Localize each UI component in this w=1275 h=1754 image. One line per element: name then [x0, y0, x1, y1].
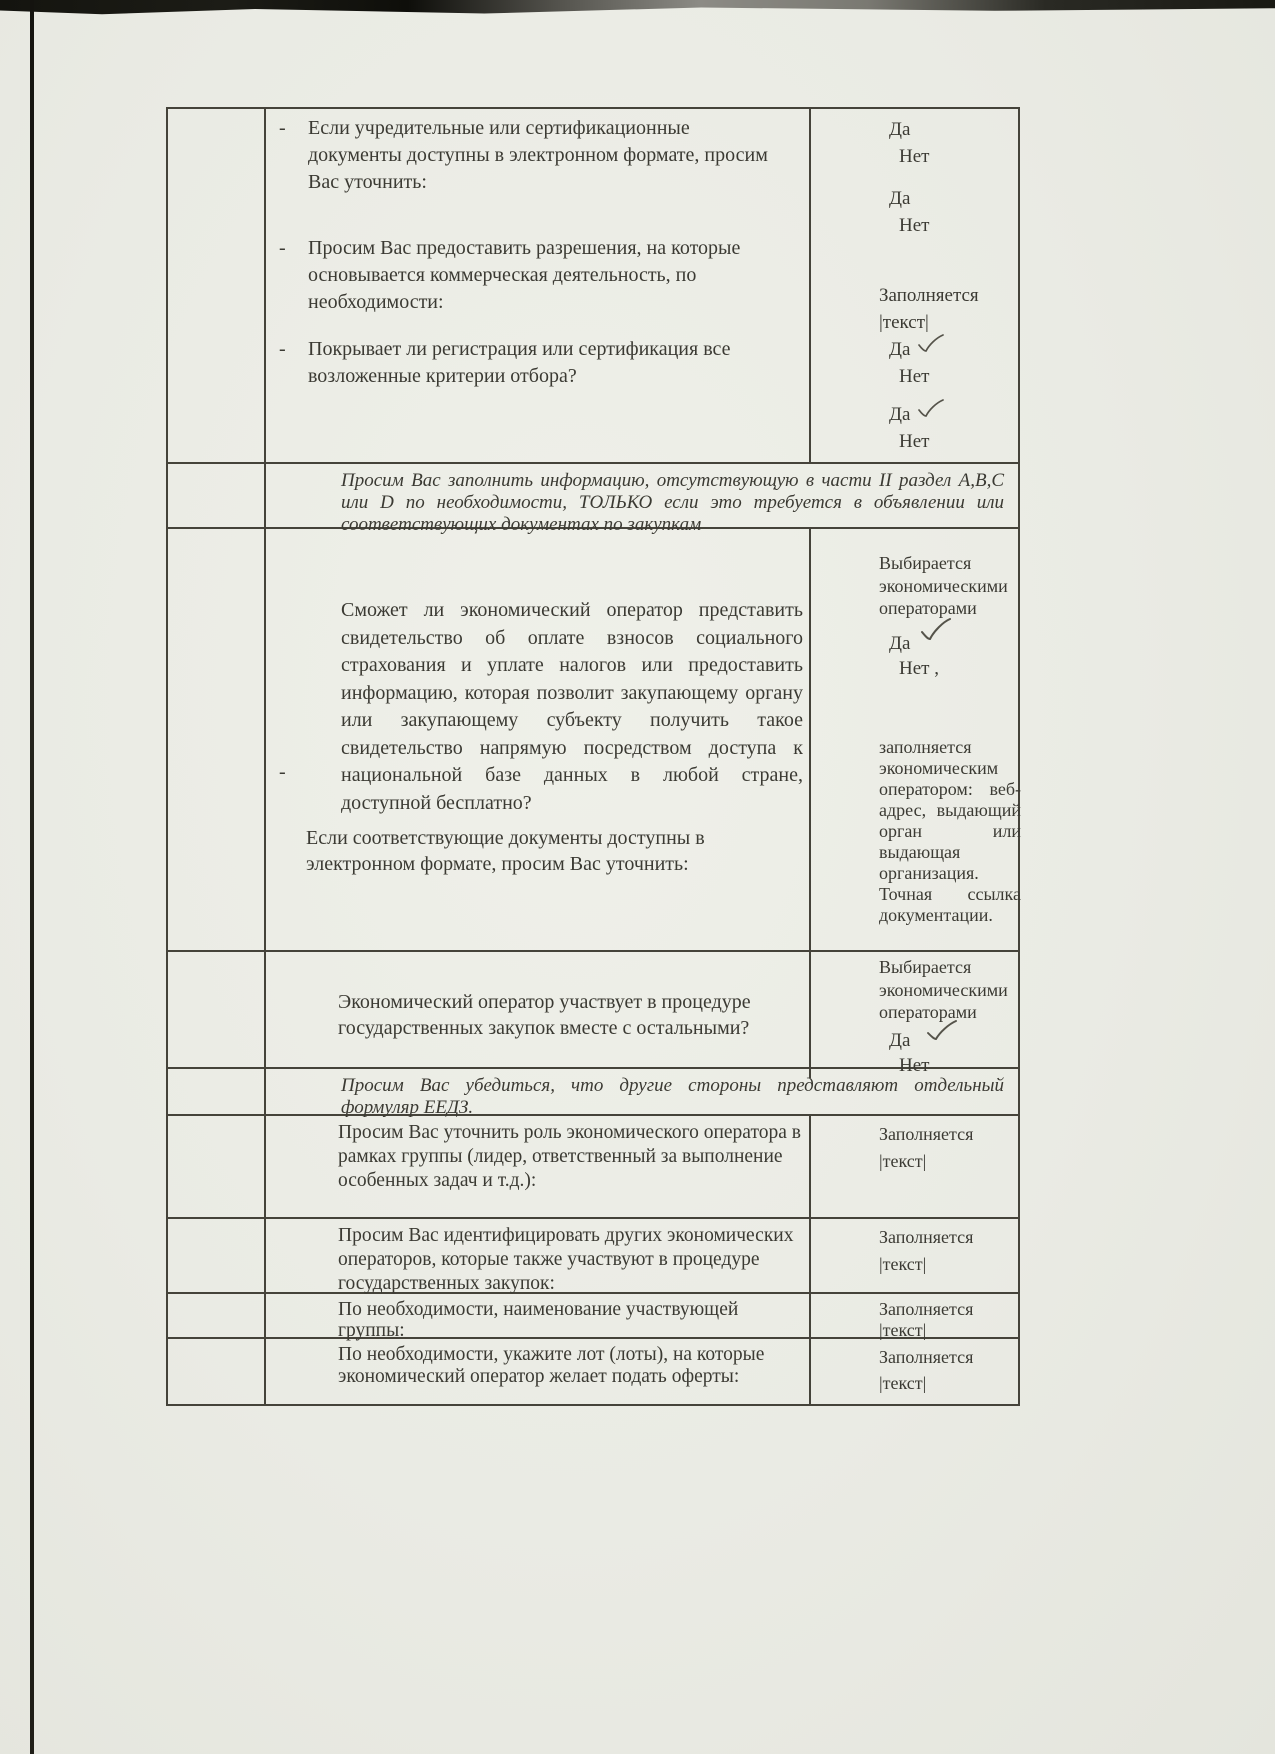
empty-label-cell	[168, 529, 266, 950]
answer-cell	[811, 1294, 1018, 1341]
option-yes-label: Да	[889, 632, 911, 654]
question-text: Если соответствующие документы доступны в электронном формате, просим Вас уточнить:	[306, 827, 705, 875]
option-no: Нет	[899, 431, 930, 452]
question-cell	[266, 952, 811, 1078]
empty-label-cell	[168, 952, 266, 1078]
fill-label: Заполняется	[879, 1347, 974, 1367]
handwritten-check-icon	[917, 399, 945, 419]
empty-label-cell	[168, 1219, 266, 1296]
table-row-tax-evidence	[168, 529, 1021, 952]
bullet-dash: -	[279, 117, 286, 139]
yes-no-options	[879, 631, 1021, 681]
question-text: Если учредительные или сертификационные документы доступны в электронном формате, просим Вас уточнить:	[308, 117, 768, 193]
option-yes-label: Да	[889, 1029, 911, 1051]
empty-label-cell	[168, 1116, 266, 1217]
empty-label-cell	[168, 109, 266, 462]
instruction-note: Просим Вас убедиться, что другие стороны представляют отдельный формуляр ЕЕДЗ.	[341, 1075, 1004, 1118]
option-yes	[879, 401, 910, 428]
question-cell	[266, 529, 811, 950]
answer-cell	[811, 952, 1021, 1078]
empty-label-cell	[168, 1069, 266, 1119]
bullet-dash: -	[279, 761, 286, 783]
fill-in-note: заполняется экономическим оператором: веб-адрес, выдающий орган или выдающая организация. Точная ссылка документации.	[879, 736, 1021, 925]
question-text: Экономический оператор участвует в процедуре государственных закупок вместе с остальными?	[338, 991, 751, 1039]
question-text: Сможет ли экономический оператор представить свидетельство об оплате взносов социального страхования и уплате налогов или предоставить информацию, которая позволит закупающему органу или закупающему субъекту получить такое свидетельство напрямую посредством доступа к национальной базе данных в любой стране, доступной бесплатно?	[341, 599, 803, 814]
selector-note: Выбирается экономическими операторами	[879, 957, 1008, 1022]
instruction-note: Просим Вас заполнить информацию, отсутствующую в части II раздел A,B,C или D по необходимости, ТОЛЬКО если это требуется в объявлении или соответствующих документах по закупкам	[341, 470, 1004, 535]
question-cell	[266, 109, 811, 462]
question-cell	[266, 1339, 811, 1404]
option-yes	[879, 336, 910, 363]
yes-no-options	[879, 336, 1018, 390]
fill-value: |текст|	[879, 1320, 927, 1340]
option-yes-label: Да	[889, 188, 911, 209]
fill-in-note	[879, 282, 1018, 336]
option-no: Нет	[899, 1054, 930, 1076]
option-no: Нет	[899, 146, 930, 167]
handwritten-check-icon	[919, 618, 953, 642]
fill-value: |текст|	[879, 1373, 927, 1393]
option-no: Нет	[899, 215, 930, 236]
option-no: Нет	[899, 366, 930, 387]
fill-label: Заполняется	[879, 1227, 974, 1247]
answer-cell	[811, 529, 1021, 950]
question-cell	[266, 1294, 811, 1341]
table-row-note	[168, 464, 1018, 535]
fill-value: |текст|	[879, 312, 929, 333]
selector-note: Выбирается экономическими операторами	[879, 553, 1008, 618]
handwritten-check-icon	[917, 334, 945, 354]
scan-edge-artifact	[0, 0, 1275, 15]
question-cell	[266, 1219, 811, 1296]
fill-value: |текст|	[879, 1151, 927, 1171]
question-item	[279, 115, 809, 196]
bullet-dash: -	[279, 237, 286, 259]
table-row-lots	[168, 1339, 1018, 1404]
question-item	[279, 235, 809, 316]
option-yes	[879, 116, 910, 143]
answer-cell	[811, 1116, 1018, 1217]
table-row-registration-questions	[168, 109, 1018, 464]
question-text: По необходимости, укажите лот (лоты), на которые экономический оператор желает подать оферты:	[338, 1344, 765, 1387]
table-row-group-name	[168, 1294, 1018, 1339]
table-row-joint-participation	[168, 952, 1018, 1076]
question-text: Просим Вас уточнить роль экономического оператора в рамках группы (лидер, ответственный за выполнение особенных задач и т.д.):	[338, 1122, 801, 1191]
option-yes-label: Да	[889, 404, 911, 425]
option-yes	[879, 631, 910, 656]
option-yes	[879, 1028, 910, 1053]
table-row-role-in-group	[168, 1116, 1018, 1219]
question-text: Покрывает ли регистрация или сертификация все возложенные критерии отбора?	[308, 338, 731, 387]
option-no: Нет ,	[899, 657, 939, 679]
option-yes-label: Да	[889, 339, 911, 360]
fill-label: Заполняется	[879, 1299, 974, 1319]
form-table	[166, 107, 1020, 1406]
answer-cell	[811, 1339, 1018, 1404]
empty-label-cell	[168, 464, 266, 536]
option-yes-label: Да	[889, 119, 911, 140]
bullet-dash: -	[279, 338, 286, 360]
fill-value: |текст|	[879, 1254, 927, 1274]
empty-label-cell	[168, 1294, 266, 1341]
question-cell	[266, 1116, 811, 1217]
yes-no-options	[879, 185, 1018, 239]
option-yes	[879, 185, 910, 212]
empty-label-cell	[168, 1339, 266, 1404]
question-text: Просим Вас идентифицировать других экономических операторов, которые также участвуют в процедуре государственных закупок:	[338, 1225, 794, 1294]
fill-label: Заполняется	[879, 1124, 974, 1144]
fill-label: Заполняется	[879, 285, 979, 306]
answer-cell	[811, 1219, 1018, 1296]
scan-left-edge-line	[30, 0, 34, 1754]
yes-no-options	[879, 116, 1018, 170]
table-row-identify-operators	[168, 1219, 1018, 1294]
question-text: Просим Вас предоставить разрешения, на которые основывается коммерческая деятельность, по необходимости:	[308, 237, 741, 313]
question-item	[279, 336, 809, 390]
yes-no-options	[879, 401, 1018, 455]
yes-no-options	[879, 1028, 1021, 1078]
answer-cell	[811, 109, 1018, 462]
question-text: По необходимости, наименование участвующей группы:	[338, 1299, 739, 1341]
